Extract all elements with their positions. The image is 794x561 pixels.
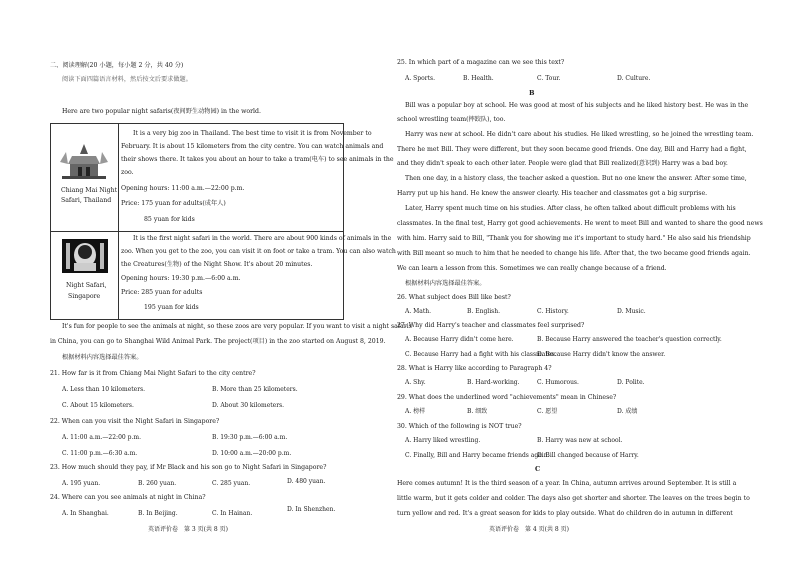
q22-option-c: C. 11:00 p.m.—6:30 a.m. — [62, 450, 138, 457]
q22-option-b: B. 19:30 p.m.—6:00 a.m. — [212, 434, 288, 441]
task-b-instruction: 根据材料内容选择最佳答案。 — [405, 280, 486, 287]
q28-option-b: B. Hard-working. — [467, 379, 520, 386]
price-1: Price: 175 yuan for adults(成年人) — [121, 200, 226, 207]
q27-option-b: B. Because Harry answered the teacher's question correctly. — [537, 336, 722, 343]
q26-option-a: A. Math. — [405, 308, 432, 315]
place-name-1b: Safari, Thailand — [61, 197, 112, 204]
intro-text: Here are two popular night safaris(夜间野生动物园) in the world. — [62, 108, 261, 115]
question-21: 21. How far is it from Chiang Mai Night Safari to the city centre? — [50, 370, 256, 377]
q30-option-c: C. Finally, Bill and Harry became friends again. — [405, 452, 550, 459]
q24-option-a: A. In Shanghai. — [62, 510, 109, 517]
after-table-line-2: in China, you can go to Shanghai Wild Animal Park. The project(项目) in the zoo started on August 8, 2019. — [50, 338, 386, 345]
table-row-1-place — [51, 124, 119, 232]
price-kids-2: 195 yuan for kids — [144, 304, 199, 311]
right-page — [397, 0, 794, 561]
instruction: 阅读下面四篇语言材料，然后按文后要求做题。 — [62, 76, 192, 83]
q24-option-d: D. In Shenzhen. — [287, 506, 336, 513]
passage-c-line-1: Here comes autumn! It is the third season of a year. In China, autumn arrives around September. It is still a — [397, 480, 737, 487]
q30-option-b: B. Harry was new at school. — [537, 437, 623, 444]
place-name-1: Chiang Mai Night — [61, 187, 118, 194]
q28-option-c: C. Humorous. — [537, 379, 579, 386]
q27-option-c: C. Because Harry had a fight with his classmates. — [405, 351, 557, 358]
passage-b-line-1: Bill was a popular boy at school. He was good at most of his subjects and he liked history best. He was in the — [405, 102, 749, 109]
night-safari-picture — [62, 239, 108, 273]
price-kids-1: 85 yuan for kids — [144, 216, 195, 223]
opening-hours-1: Opening hours: 11:00 a.m.—22:00 p.m. — [121, 185, 245, 192]
after-table-line-1: It's fun for people to see the animals at night, so these zoos are very popular. If you want to visit a night safaris — [62, 323, 412, 330]
q27-option-a: A. Because Harry didn't come here. — [405, 336, 514, 343]
place-name-2b: Singapore — [68, 293, 101, 300]
passage-b-line-6: Then one day, in a history class, the teacher asked a question. But no one knew the answer. After some time, — [405, 175, 747, 182]
q25-option-c: C. Tour. — [537, 75, 561, 82]
section-b-title: B — [529, 89, 535, 97]
q23-option-b: B. 260 yuan. — [138, 480, 177, 487]
page-footer-left: 英语评价卷 第 3 页(共 8 页) — [148, 526, 228, 533]
table-row-1-desc: It is a very big zoo in Thailand. The best time to visit it is from November to February. It is about 15 kilometers from the city centre. You can watch animals and their shows there. It takes you about an hour to take a tram(电车) to see animals in the zoo. Opening hours: 11:00 a.m.—22:00 p.m. Price: 175 yuan for adults(成年人) 85 yuan for kids — [119, 124, 344, 232]
passage-b-line-12: We can learn a lesson from this. Sometimes we can really change because of a friend. — [397, 265, 667, 272]
question-24: 24. Where can you see animals at night in China? — [50, 494, 206, 501]
q23-option-a: A. 195 yuan. — [62, 480, 101, 487]
passage-b-line-2: school wrestling team(摔跤队), too. — [397, 116, 506, 123]
passage-b-line-5: and they didn't speak to each other later. People were glad that Bill realized(意识到) Harry was a bad boy. — [397, 160, 728, 167]
q30-option-a: A. Harry liked wrestling. — [405, 437, 481, 444]
price-2: Price: 285 yuan for adults — [121, 289, 203, 296]
q29-option-d: D. 成绩 — [617, 408, 638, 415]
q22-option-d: D. 10:00 a.m.—20:00 p.m. — [212, 450, 292, 457]
question-23: 23. How much should they pay, if Mr Black and his son go to Night Safari in Singapore? — [50, 464, 327, 471]
q29-option-a: A. 榜样 — [405, 408, 426, 415]
q25-option-d: D. Culture. — [617, 75, 651, 82]
q25-option-a: A. Sports. — [405, 75, 435, 82]
question-22: 22. When can you visit the Night Safari in Singapore? — [50, 418, 220, 425]
q28-option-a: A. Shy. — [405, 379, 426, 386]
q27-option-d: D. Because Harry didn't know the answer. — [537, 351, 666, 358]
q28-option-d: D. Polite. — [617, 379, 645, 386]
q26-option-d: D. Music. — [617, 308, 646, 315]
q29-option-c: C. 愿望 — [537, 408, 558, 415]
q29-option-b: B. 细致 — [467, 408, 488, 415]
q25-option-b: B. Health. — [463, 75, 494, 82]
section-c-title: C — [535, 465, 541, 473]
temple-picture — [58, 142, 110, 180]
passage-b-line-10: with him. Harry said to Bill, "Thank you for showing me it's important to study hard." He also said his friendship — [397, 235, 751, 242]
task-instruction: 根据材料内容选择最佳答案。 — [62, 354, 143, 361]
passage-c-line-3: turn yellow and red. It's a great season for kids to play outside. What do children do in autumn in different — [397, 510, 733, 517]
q26-option-c: C. History. — [537, 308, 569, 315]
safari-table — [50, 123, 396, 320]
question-30: 30. Which of the following is NOT true? — [397, 423, 522, 430]
question-28: 28. What is Harry like according to Paragraph 4? — [397, 365, 552, 372]
q30-option-d: D. Bill changed because of Harry. — [537, 452, 639, 459]
passage-b-line-11: with Bill meant so much to him that he needed to change his life. After that, the two became good friends again. — [397, 250, 751, 257]
q21-option-a: A. Less than 10 kilometers. — [62, 386, 146, 393]
passage-b-line-3: Harry was new at school. He didn't care about his studies. He liked wrestling, so he joined the wrestling team. — [405, 131, 754, 138]
q23-option-d: D. 480 yuan. — [287, 478, 326, 485]
page-footer-right: 英语评价卷 第 4 页(共 8 页) — [489, 526, 569, 533]
question-27: 27. Why did Harry's teacher and classmates feel surprised? — [397, 322, 585, 329]
question-29: 29. What does the underlined word "achievements" mean in Chinese? — [397, 394, 617, 401]
q24-option-c: C. In Hainan. — [212, 510, 253, 517]
passage-b-line-7: Harry put up his hand. He knew the answer clearly. His teacher and classmates got a big surprise. — [397, 190, 708, 197]
q24-option-b: B. In Beijing. — [138, 510, 178, 517]
passage-b-line-8: Later, Harry spent much time on his studies. After class, he often talked about difficult problems with his — [405, 205, 736, 212]
passage-b-line-4: There he met Bill. They were different, but they soon became good friends. One day, Bill and Harry had a fight, — [397, 146, 747, 153]
q21-option-b: B. More than 25 kilometers. — [212, 386, 298, 393]
opening-hours-2: Opening hours: 19:30 p.m.—6:00 a.m. — [121, 275, 241, 282]
question-26: 26. What subject does Bill like best? — [397, 294, 511, 301]
table-row-2-place — [51, 232, 119, 320]
passage-c-line-2: little warm, but it gets colder and colder. The days also get shorter and shorter. The leaves on the trees begin to — [397, 495, 750, 502]
place-name-2: Night Safari, — [66, 282, 107, 289]
q22-option-a: A. 11:00 a.m.—22:00 p.m. — [62, 434, 141, 441]
question-25: 25. In which part of a magazine can we see this text? — [397, 59, 565, 66]
q26-option-b: B. English. — [467, 308, 500, 315]
passage-b-line-9: classmates. In the final test, Harry got good achievements. He went to meet Bill and wanted to share the good news — [397, 220, 763, 227]
section-header: 二、阅读理解(20 小题，每小题 2 分，共 40 分) — [50, 62, 184, 69]
table-row-2-desc: It is the first night safari in the world. There are about 900 kinds of animals in the zoo. When you get to the zoo, you can visit it on foot or take a tram. You can also watch the Creatures(生物) of the Night Show. It's about 20 minutes. Opening hours: 19:30 p.m.—6:00 a.m. Price: 285 yuan for adults 195 yuan for kids — [119, 232, 344, 320]
q23-option-c: C. 285 yuan. — [212, 480, 251, 487]
q21-option-c: C. About 15 kilometers. — [62, 402, 134, 409]
q21-option-d: D. About 30 kilometers. — [212, 402, 285, 409]
